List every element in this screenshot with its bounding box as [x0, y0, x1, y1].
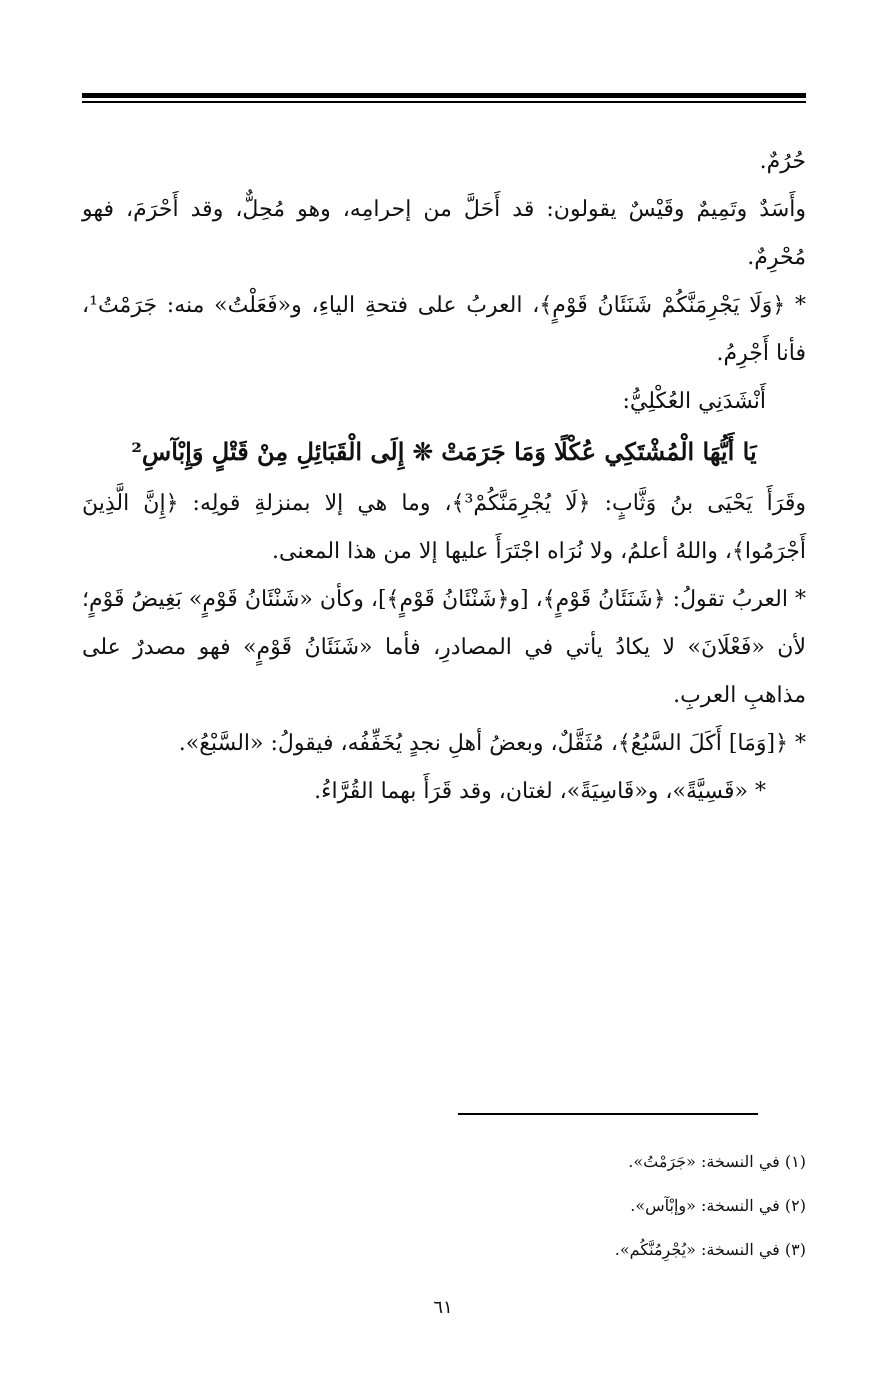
poetry-verse: يَا أَيُّهَا الْمُشْتَكِي عُكْلًا وَمَا جَرَمَتْ ❊ إِلَى الْقَبَائِلِ مِنْ قَتْلٍ وَإِبْآسِ²: [131, 437, 757, 466]
paragraph: * ﴿وَلَا يَجْرِمَنَّكُمْ شَنَئَانُ قَوْمٍ﴾، العربُ على فتحةِ الياءِ، و«فَعَلْتُ» منه: جَرَمْتُ¹، فأنا أَجْرِمُ.: [82, 293, 806, 366]
footnotes: [82, 1140, 806, 1272]
footnote: (٣) في النسخة: «يُجْرِمُنَّكُم».: [614, 1240, 806, 1259]
header-rule-thin: [82, 101, 806, 103]
paragraph: وأَسَدٌ وتَمِيمٌ وقَيْسٌ يقولون: قد أَحَلَّ من إحرامِه، وهو مُحِلٌّ، وقد أَحْرَمَ، فهو مُحْرِمٌ.: [82, 197, 806, 270]
paragraph: حُرُمٌ.: [759, 149, 806, 174]
paragraph: وقَرَأَ يَحْيَى بنُ وَثَّابٍ: ﴿لَا يُجْرِمَنَّكُمْ³﴾، وما هي إلا بمنزلةِ قولِه: ﴿إِنَّ الَّذِينَ أَجْرَمُوا﴾، واللهُ أعلمُ، ولا نُرَاه اجْتَرَأَ عليها إلا من هذا المعنى.: [82, 491, 806, 564]
main-text: [82, 138, 806, 816]
paragraph: أَنْشَدَنِي العُكْلِيُّ:: [622, 389, 766, 414]
footnote: (١) في النسخة: «جَرَمْتُ».: [628, 1152, 806, 1171]
paragraph: * «قَسِيَّةً»، و«قَاسِيَةً»، لغتان، وقد قَرَأَ بهما القُرَّاءُ.: [314, 779, 766, 804]
paragraph: * العربُ تقولُ: ﴿شَنَئَانُ قَوْمٍ﴾، [و﴿شَنْئَانُ قَوْمٍ﴾]، وكأن «شَنْئَانُ قَوْمٍ» بَغِيضُ قَوْمٍ؛ لأن «فَعْلَانَ» لا يكادُ يأتي في المصادرِ، فأما «شَنَئَانُ قَوْمٍ» فهو مصدرٌ على مذاهبِ العربِ.: [82, 587, 806, 708]
footnote: (٢) في النسخة: «وإبْآس».: [630, 1196, 806, 1215]
page-number: ٦١: [433, 1297, 453, 1318]
paragraph: * ﴿[وَمَا] أَكَلَ السَّبُعُ﴾، مُثَقَّلٌ، وبعضُ أهلِ نجدٍ يُخَفِّفُه، فيقولُ: «السَّبْعُ».: [178, 731, 806, 756]
footnote-separator: [458, 1113, 758, 1115]
header-rule-thick: [82, 93, 806, 98]
